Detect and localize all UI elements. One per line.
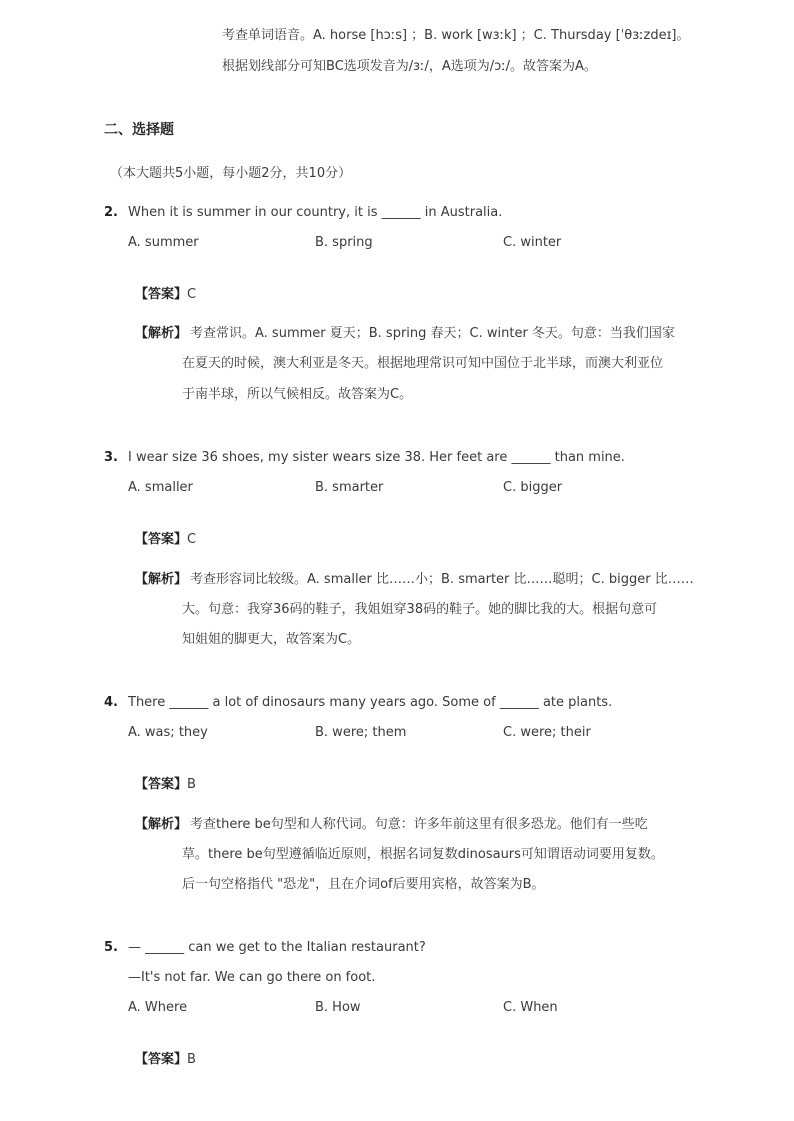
answer-line — [135, 1048, 196, 1067]
question-stem: When it is summer in our country, it is ______ in Australia. — [128, 205, 503, 220]
answer-line — [135, 773, 196, 792]
option-a: A. summer — [128, 235, 199, 250]
option-c: C. winter — [503, 235, 562, 250]
section-title: 二、选择题 — [104, 122, 174, 138]
analysis-line-1: 考查常识。A. summer 夏天；B. spring 春天；C. winter 冬天。句意：当我们国家 — [190, 326, 675, 341]
analysis-label: 【解析】 — [135, 572, 188, 587]
analysis-line-2: 大。句意：我穿36码的鞋子，我姐姐穿38码的鞋子。她的脚比我的大。根据句意可 — [182, 602, 658, 617]
question-number: 3. — [104, 450, 118, 465]
option-b: B. spring — [315, 235, 373, 250]
answer-label: 【答案】 — [135, 532, 188, 547]
answer-value: C — [187, 287, 197, 302]
option-b: B. smarter — [315, 480, 384, 495]
analysis-label: 【解析】 — [135, 326, 188, 341]
option-c: C. When — [503, 1000, 558, 1015]
question-number: 2. — [104, 205, 118, 220]
option-b: B. were; them — [315, 725, 407, 740]
option-a: A. was; they — [128, 725, 208, 740]
analysis-line-2: 草。there be句型遵循临近原则，根据名词复数dinosaurs可知谓语动词要用复数。 — [182, 847, 664, 862]
analysis-line-1: 考查there be句型和人称代词。句意：许多年前这里有很多恐龙。他们有一些吃 — [190, 817, 648, 832]
option-a: A. Where — [128, 1000, 188, 1015]
question-stem: — ______ can we get to the Italian restaurant? — [128, 940, 426, 955]
analysis-line-2: 在夏天的时候，澳大利亚是冬天。根据地理常识可知中国位于北半球，而澳大利亚位 — [182, 356, 664, 371]
answer-label: 【答案】 — [135, 1052, 188, 1067]
answer-value: B — [187, 1052, 196, 1067]
section-note: （本大题共5小题，每小题2分，共10分） — [110, 166, 352, 181]
option-b: B. How — [315, 1000, 361, 1015]
analysis-label: 【解析】 — [135, 817, 188, 832]
intro-line-1: 考查单词语音。A. horse [hɔːs] ；B. work [wɜːk] ；C. Thursday [ˈθɜːzdeɪ]。 — [222, 28, 690, 43]
option-c: C. were; their — [503, 725, 591, 740]
question-stem: There ______ a lot of dinosaurs many years ago. Some of ______ ate plants. — [128, 695, 613, 710]
intro-line-2: 根据划线部分可知BC选项发音为/ɜː/，A选项为/ɔː/。故答案为A。 — [222, 59, 597, 74]
option-c: C. bigger — [503, 480, 563, 495]
answer-line — [135, 283, 196, 302]
question-stem: I wear size 36 shoes, my sister wears size 38. Her feet are ______ than mine. — [128, 450, 625, 465]
answer-line — [135, 528, 196, 547]
analysis-line-3: 知姐姐的脚更大，故答案为C。 — [182, 632, 361, 647]
answer-label: 【答案】 — [135, 777, 188, 792]
question-number: 5. — [104, 940, 118, 955]
question-stem-line-2: —It's not far. We can go there on foot. — [128, 970, 376, 985]
answer-label: 【答案】 — [135, 287, 188, 302]
analysis-line-3: 于南半球，所以气候相反。故答案为C。 — [182, 387, 413, 402]
question-number: 4. — [104, 695, 118, 710]
analysis-line-3: 后一句空格指代 "恐龙"，且在介词of后要用宾格，故答案为B。 — [182, 877, 545, 892]
answer-value: C — [187, 532, 197, 547]
answer-value: B — [187, 777, 196, 792]
analysis-line-1: 考查形容词比较级。A. smaller 比……小；B. smarter 比……聪明；C. bigger 比…… — [190, 572, 694, 587]
option-a: A. smaller — [128, 480, 193, 495]
